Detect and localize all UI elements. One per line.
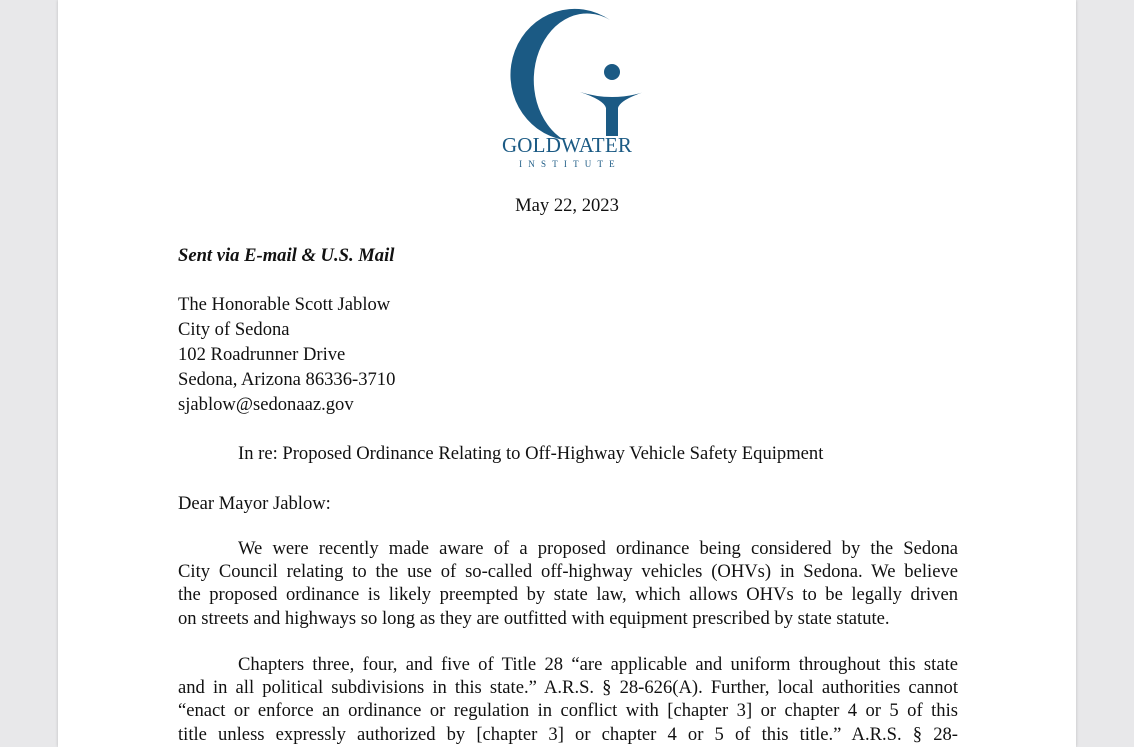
paragraph-line: and in all political subdivisions in this state.” A.R.S. § 28-626(A). Further, local authorities cannot bbox=[178, 677, 958, 699]
recipient-street: 102 Roadrunner Drive bbox=[178, 344, 346, 365]
paragraph-line: on streets and highways so long as they are outfitted with equipment prescribed by state statute. bbox=[178, 607, 890, 629]
paragraph-line: the proposed ordinance is likely preempted by state law, which allows OHVs to be legally driven bbox=[178, 584, 958, 606]
recipient-org: City of Sedona bbox=[178, 319, 290, 340]
paragraph-line: City Council relating to the use of so-called off-highway vehicles (OHVs) in Sedona. We believe bbox=[178, 561, 958, 583]
paragraph-line: Chapters three, four, and five of Title 28 “are applicable and uniform throughout this state bbox=[238, 654, 958, 675]
subject-line: In re: Proposed Ordinance Relating to Off-Highway Vehicle Safety Equipment bbox=[238, 443, 824, 464]
recipient-name: The Honorable Scott Jablow bbox=[178, 294, 391, 315]
brand-subname: INSTITUTE bbox=[519, 159, 621, 169]
goldwater-g-icon bbox=[492, 8, 642, 148]
brand-wordmark bbox=[0, 133, 1134, 169]
delivery-note: Sent via E-mail & U.S. Mail bbox=[178, 245, 395, 266]
paragraph-line: We were recently made aware of a proposed ordinance being considered by the Sedona bbox=[238, 538, 958, 559]
recipient-city: Sedona, Arizona 86336-3710 bbox=[178, 369, 396, 390]
body-paragraph-2 bbox=[178, 653, 958, 746]
letter-date: May 22, 2023 bbox=[515, 195, 619, 216]
paragraph-line: title unless expressly authorized by [chapter 3] or chapter 4 or 5 of this title.” A.R.S. § 28- bbox=[178, 723, 958, 745]
recipient-email: sjablow@sedonaaz.gov bbox=[178, 394, 354, 415]
brand-name: GOLDWATER bbox=[501, 133, 633, 157]
paragraph-line: “enact or enforce an ordinance or regulation in conflict with [chapter 3] or chapter 4 or 5 of this bbox=[178, 700, 958, 722]
salutation: Dear Mayor Jablow: bbox=[178, 493, 331, 514]
body-paragraph-1 bbox=[178, 537, 958, 630]
